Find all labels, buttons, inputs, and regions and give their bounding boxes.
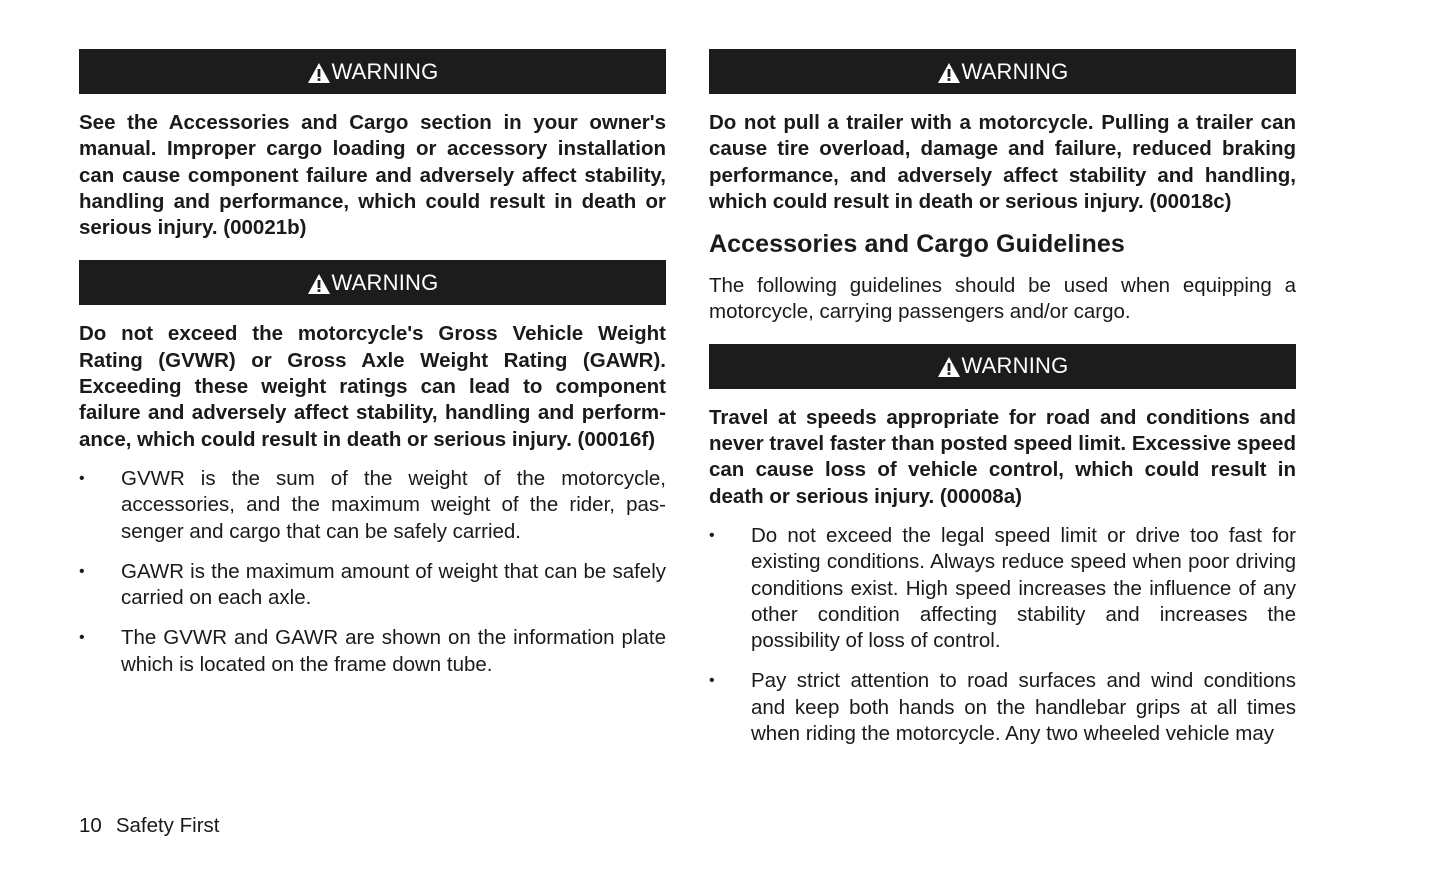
right-column: [709, 49, 1296, 747]
list-item-text: Do not exceed the legal speed limit or drive too fast for existing conditions. Always reduce speed when poor driving conditions exist. High speed increases the influence of any other condition affecting stability and increases the possibility of loss of control.: [751, 523, 1296, 653]
warning-banner: [79, 49, 666, 94]
warning-text: See the Accessories and Cargo section in your owner's manual. Improper cargo loading or accessory installation can cause component failure and adversely affect stability, handling and performance, which could result in death or serious injury. (00021b): [79, 111, 666, 240]
list-item: [709, 668, 1296, 747]
footer-section-title: Safety First: [115, 814, 220, 837]
list-item: [79, 625, 666, 678]
list-item-text: The GVWR and GAWR are shown on the information plate which is located on the frame down tube.: [121, 626, 666, 676]
left-column: [79, 49, 666, 678]
bullet-list: [709, 523, 1296, 747]
warning-triangle-icon: [307, 62, 331, 84]
warning-text: Do not exceed the motorcycle's Gross Vehicle Weight Rating (GVWR) or Gross Axle Weight Rating (GAWR). Exceeding these weight ratings can lead to component failure and adversely affect stability, handling and perform-ance, which could result in death or serious injury. (00016f): [79, 322, 666, 451]
list-item-text: GAWR is the maximum amount of weight that can be safely carried on each axle.: [121, 559, 666, 610]
bullet-dot: •: [79, 469, 85, 487]
warning-label: WARNING: [331, 269, 439, 295]
intro-paragraph: The following guidelines should be used when equipping a motorcycle, carrying passengers and/or cargo.: [709, 274, 1296, 324]
bullet-dot: •: [79, 629, 85, 647]
bullet-dot: •: [709, 526, 715, 544]
list-item: [79, 559, 666, 612]
list-item-text: GVWR is the sum of the weight of the motorcycle, accessories, and the maximum weight of the rider, pas-senger and cargo that can be safely carried.: [121, 466, 666, 543]
bullet-dot: •: [79, 562, 85, 580]
bullet-dot: •: [709, 672, 715, 690]
page-footer: [79, 813, 219, 839]
page-number: 10: [79, 814, 102, 837]
warning-banner: [79, 260, 666, 305]
section-heading: Accessories and Cargo Guidelines: [709, 230, 1125, 259]
warning-triangle-icon: [307, 273, 331, 295]
warning-banner: [709, 49, 1296, 94]
warning-label: WARNING: [331, 58, 439, 84]
list-item: [709, 523, 1296, 654]
list-item-text: Pay strict attention to road surfaces and wind conditions and keep both hands on the handlebar grips at all times when riding the motorcycle. Any two wheeled vehicle may: [751, 669, 1296, 746]
warning-banner: [709, 344, 1296, 389]
bullet-list: [79, 466, 666, 678]
warning-triangle-icon: [937, 62, 961, 84]
warning-label: WARNING: [961, 58, 1069, 84]
list-item: [79, 466, 666, 545]
warning-text: Travel at speeds appropriate for road and conditions and never travel faster than posted speed limit. Excessive speed can cause loss of vehicle control, which could result in death or serious injury. (00008a): [709, 405, 1296, 508]
warning-label: WARNING: [961, 353, 1069, 379]
warning-text: Do not pull a trailer with a motorcycle. Pulling a trailer can cause tire overload, damage and failure, reduced braking performance, and adversely affect stability and handling, which could result in death or serious injury. (00018c): [709, 111, 1296, 213]
warning-triangle-icon: [937, 356, 961, 378]
